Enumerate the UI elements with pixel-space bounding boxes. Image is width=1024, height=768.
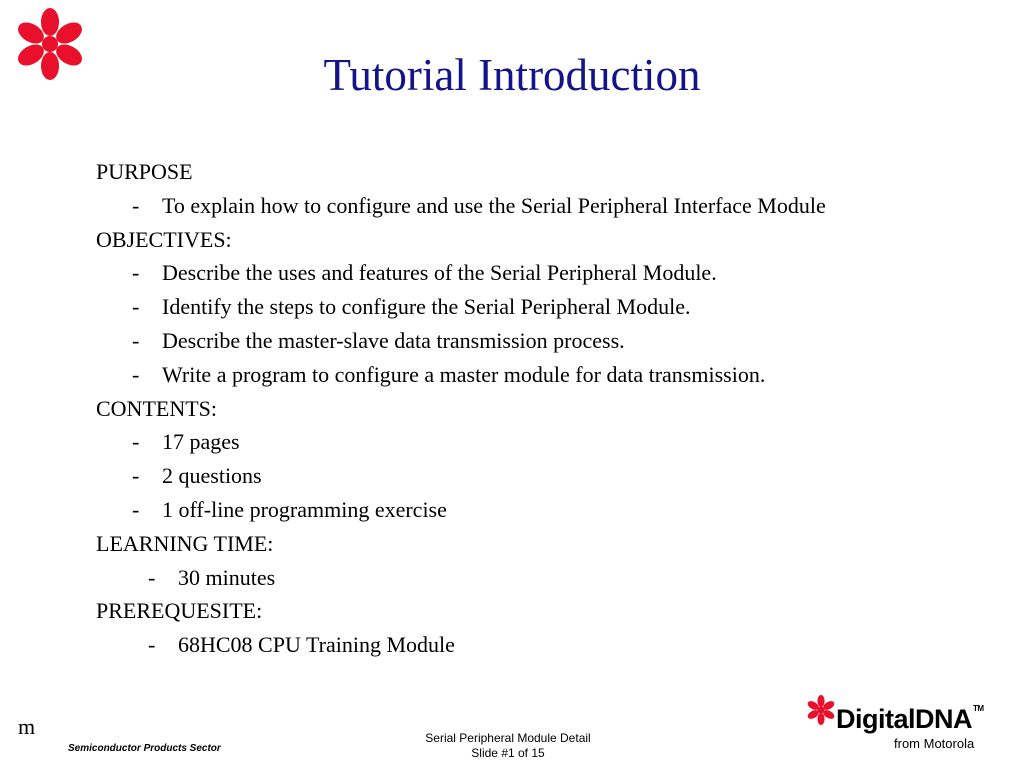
bullet-text: Write a program to configure a master module for data transmission. xyxy=(162,361,766,387)
section-heading: OBJECTIVES: xyxy=(96,226,232,252)
bullet-item xyxy=(96,290,996,324)
bullet-item xyxy=(96,493,996,527)
bullet-dash: - xyxy=(132,260,140,286)
bullet-dash: - xyxy=(132,496,140,522)
bullet-text: Identify the steps to configure the Serial Peripheral Module. xyxy=(162,294,691,320)
digital-dna-logo xyxy=(806,690,1006,754)
bullet-item xyxy=(96,189,996,223)
footer-info xyxy=(380,731,636,761)
bullet-text: 68HC08 CPU Training Module xyxy=(178,632,455,658)
bullet-dash: - xyxy=(132,463,140,489)
section-heading: LEARNING TIME: xyxy=(96,530,274,556)
bullet-dash: - xyxy=(132,294,140,320)
bullet-dash: - xyxy=(132,429,140,455)
bullet-item xyxy=(96,358,996,392)
trademark-mark: TM xyxy=(973,704,984,713)
bullet-item xyxy=(96,425,996,459)
section-heading: PREREQUESITE: xyxy=(96,598,263,624)
bullet-text: 1 off-line programming exercise xyxy=(162,496,447,522)
dna-star-icon xyxy=(806,694,836,726)
bullet-dash: - xyxy=(132,192,140,218)
sector-label: Semiconductor Products Sector xyxy=(68,743,221,754)
brand-dna: DNA xyxy=(915,704,973,734)
bullet-text: Describe the master-slave data transmission process. xyxy=(162,327,625,353)
bullet-item xyxy=(96,256,996,290)
bullet-dash: - xyxy=(148,632,156,658)
slide-number: Slide #1 of 15 xyxy=(471,746,545,760)
bullet-dash: - xyxy=(148,564,156,590)
bullet-text: To explain how to configure and use the Serial Peripheral Interface Module xyxy=(162,192,826,218)
section-heading: PURPOSE xyxy=(96,159,193,184)
bullet-text: 30 minutes xyxy=(178,564,276,590)
bullet-item xyxy=(96,459,996,493)
bullet-item xyxy=(96,561,996,595)
slide-title: Tutorial Introduction xyxy=(323,50,701,100)
slide-content xyxy=(96,155,996,662)
brand-digital: Digital xyxy=(836,704,916,734)
bullet-text: 17 pages xyxy=(162,429,240,455)
section-heading: CONTENTS: xyxy=(96,395,217,421)
brand-wordmark xyxy=(836,704,984,735)
bullet-text: Describe the uses and features of the Serial Peripheral Module. xyxy=(162,260,717,286)
brand-from: from Motorola xyxy=(894,736,975,751)
module-name: Serial Peripheral Module Detail xyxy=(425,731,591,745)
bullet-text: 2 questions xyxy=(162,463,262,489)
bullet-dash: - xyxy=(132,361,140,387)
bullet-dash: - xyxy=(132,327,140,353)
corner-mark: m xyxy=(18,714,36,739)
bullet-item xyxy=(96,324,996,358)
bullet-item xyxy=(96,628,996,662)
